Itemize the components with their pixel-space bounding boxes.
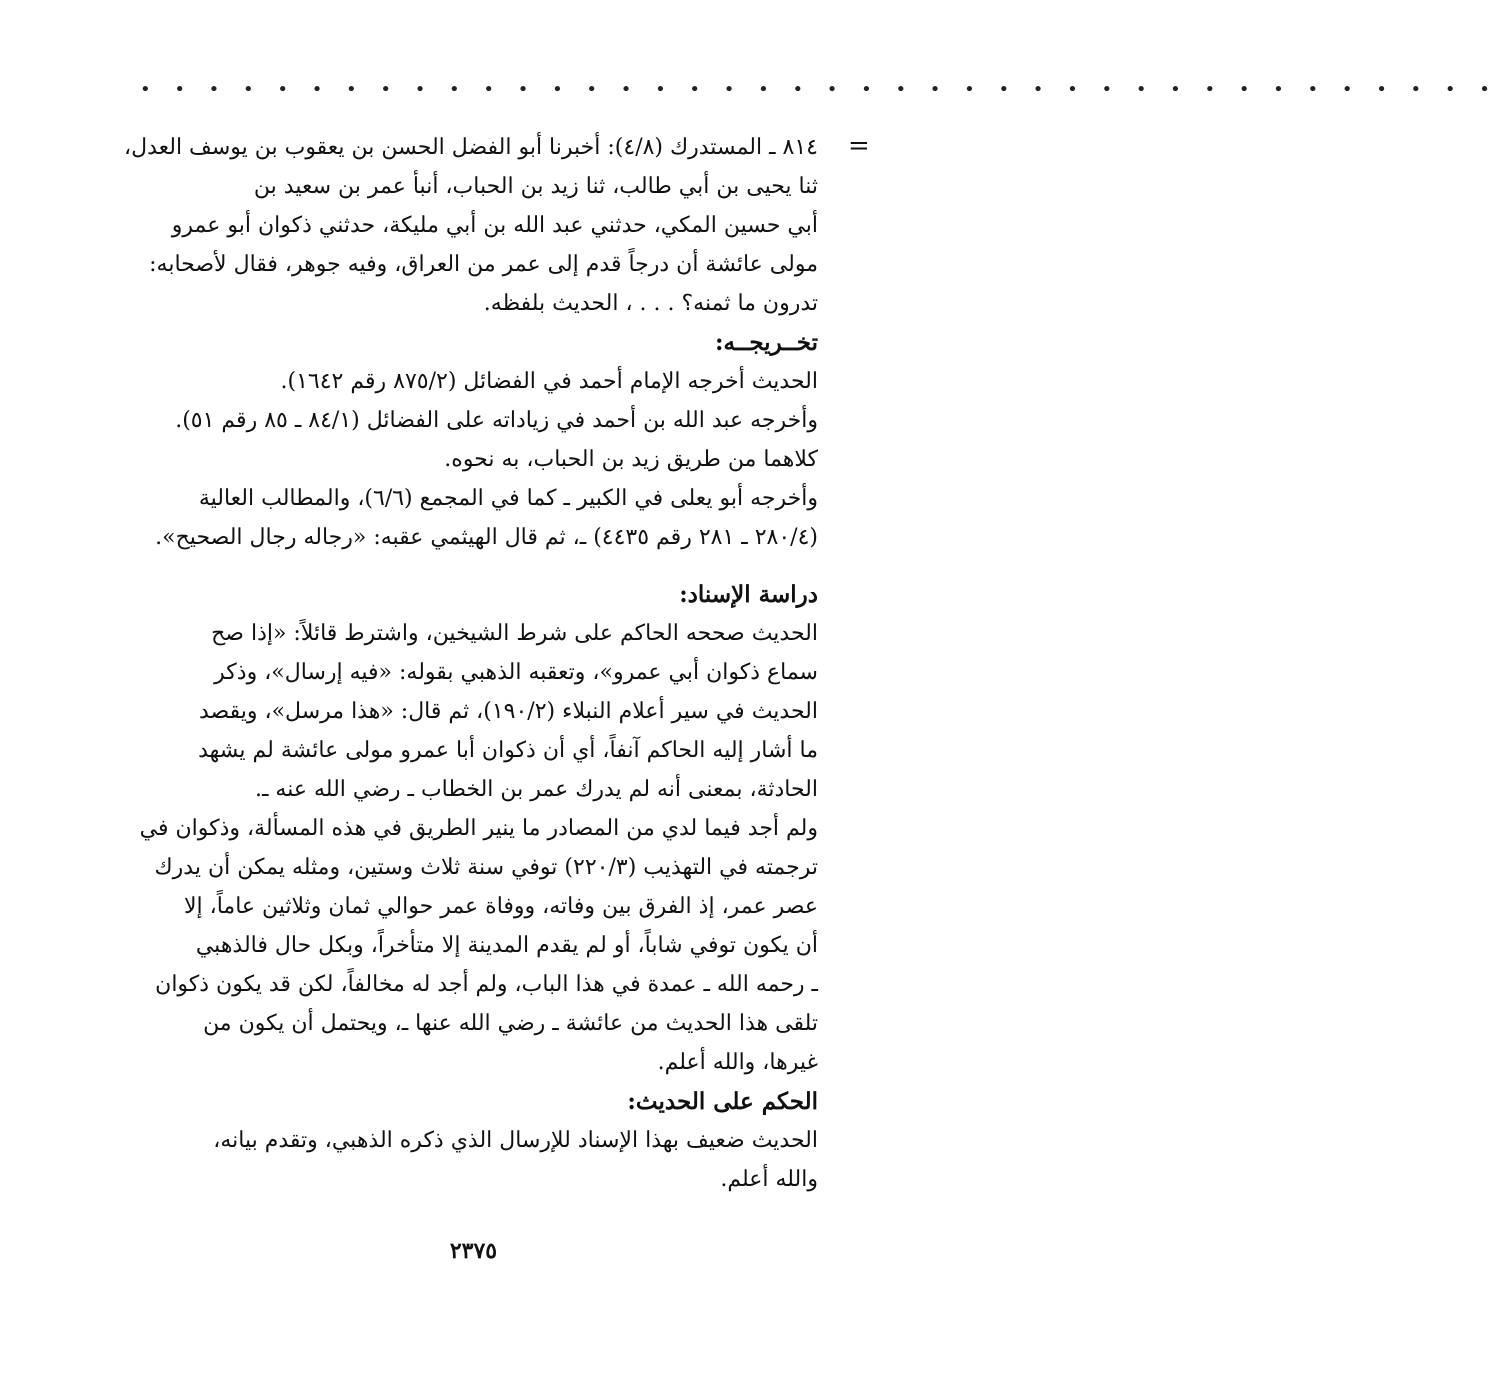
continuation-mark: =: [848, 131, 870, 161]
takhrij-line: (٢٨٠/٤ ـ ٢٨١ رقم ٤٤٣٥) ـ، ثم قال الهيثمي عقبه: «رجاله رجال الصحيح».: [155, 525, 818, 550]
entry-line: تدرون ما ثمنه؟ . . . ، الحديث بلفظه.: [483, 291, 818, 316]
page-content: [124, 128, 818, 1199]
takhrij-line: الحديث أخرجه الإمام أحمد في الفضائل (٨٧٥/٢ رقم ١٦٤٢).: [280, 369, 818, 394]
hukm-heading: الحكم على الحديث:: [627, 1088, 818, 1115]
isnad-section: [128, 575, 818, 1082]
isnad-line: سماع ذكوان أبي عمرو»، وتعقبه الذهبي بقوله: «فيه إرسال»، وذكر: [214, 660, 818, 685]
isnad-line: ولم أجد فيما لدي من المصادر ما ينير الطريق في هذه المسألة، وذكوان في: [139, 816, 818, 841]
isnad-line: الحديث في سير أعلام النبلاء (١٩٠/٢)، ثم قال: «هذا مرسل»، ويقصد: [199, 699, 818, 724]
hukm-section: [128, 1082, 818, 1199]
takhrij-heading: تخــريجــه:: [715, 329, 818, 356]
hukm-line: والله أعلم.: [720, 1167, 818, 1192]
section-gap: [128, 557, 818, 575]
isnad-line: ترجمته في التهذيب (٢٢٠/٣) توفي سنة ثلاث وستين، ومثله يمكن أن يدرك: [154, 855, 818, 880]
takhrij-line: وأخرجه عبد الله بن أحمد في زياداته على الفضائل (٨٤/١ ـ ٨٥ رقم ٥١).: [175, 408, 818, 433]
entry-line: مولى عائشة أن درجاً قدم إلى عمر من العراق، وفيه جوهر، فقال لأصحابه:: [149, 252, 818, 277]
isnad-line: تلقى هذا الحديث من عائشة ـ رضي الله عنها ـ، ويحتمل أن يكون من: [203, 1011, 818, 1036]
entry-line: ثنا يحيى بن أبي طالب، ثنا زيد بن الحباب، أنبأ عمر بن سعيد بن: [253, 174, 818, 199]
page-number: ٢٣٧٥: [449, 1238, 498, 1264]
isnad-line: غيرها، والله أعلم.: [657, 1050, 818, 1075]
isnad-line: الحديث صححه الحاكم على شرط الشيخين، واشترط قائلاً: «إذا صح: [211, 621, 818, 646]
top-dotted-rule: • • • • • • • • • • • • • • • • • • • • • • • • • • • • • • • • • • • • • • • •: [140, 79, 1499, 100]
hadith-entry: [124, 128, 818, 323]
entry-line: أبي حسين المكي، حدثني عبد الله بن أبي مليكة، حدثني ذكوان أبو عمرو: [171, 213, 818, 238]
takhrij-line: كلاهما من طريق زيد بن الحباب، به نحوه.: [444, 447, 818, 472]
isnad-line: الحادثة، بمعنى أنه لم يدرك عمر بن الخطاب ـ رضي الله عنه ـ.: [255, 777, 818, 802]
isnad-line: ما أشار إليه الحاكم آنفاً، أي أن ذكوان أبا عمرو مولى عائشة لم يشهد: [198, 738, 818, 763]
isnad-line: أن يكون توفي شاباً، أو لم يقدم المدينة إلا متأخراً، وبكل حال فالذهبي: [195, 933, 818, 958]
isnad-line: ـ رحمه الله ـ عمدة في هذا الباب، ولم أجد له مخالفاً، لكن قد يكون ذكوان: [155, 972, 818, 997]
isnad-heading: دراسة الإسناد:: [679, 581, 818, 608]
entry-line: ٨١٤ ـ المستدرك (٤/٨): أخبرنا أبو الفضل الحسن بن يعقوب بن يوسف العدل،: [124, 135, 818, 160]
isnad-line: عصر عمر، إذ الفرق بين وفاته، ووفاة عمر حوالي ثمان وثلاثين عاماً، إلا: [183, 894, 818, 919]
hukm-line: الحديث ضعيف بهذا الإسناد للإرسال الذي ذكره الذهبي، وتقدم بيانه،: [213, 1128, 818, 1153]
takhrij-section: [128, 323, 818, 557]
takhrij-line: وأخرجه أبو يعلى في الكبير ـ كما في المجمع (٦/٦)، والمطالب العالية: [198, 486, 818, 511]
